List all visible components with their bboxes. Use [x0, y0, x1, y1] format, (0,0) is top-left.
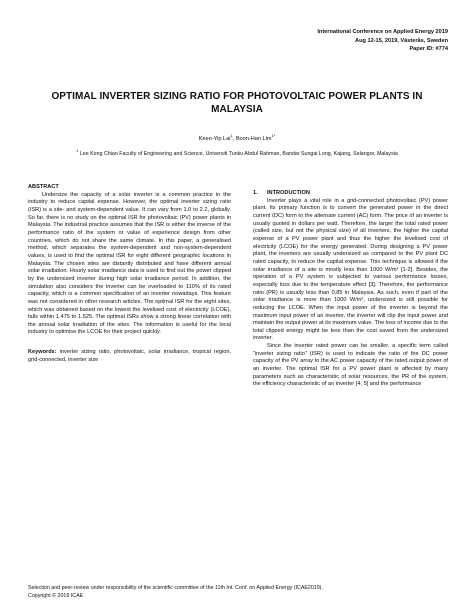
author-affiliation-mark: 1*: [271, 133, 276, 139]
conference-name: International Conference on Applied Energy 2019: [317, 29, 448, 35]
section-number: 1.: [253, 190, 258, 196]
introduction-paragraph: Since the inverter rated power can be smaller, a specific term called “inverter sizing ratio” (ISR) is used to indicate the ratio of the DC power capacity of the PV array to the AC power capacity of the rated output power of an inverter. The optimal ISR for a PV power plant is affected by many parameters such as characteristic of solar resources, the PR of the system, the efficiency characteristic of an inverter [4, 5] and the performance: [253, 343, 448, 388]
footer-review-note: Selection and peer-review under responsibility of the scientific committee of the 11th Int. Conf. on Applied Energy (ICAE2019).: [28, 585, 323, 591]
conference-header: [317, 28, 448, 54]
page-footer: [28, 585, 450, 600]
footer-copyright: Copyright © 2019 ICAE: [28, 592, 84, 599]
author-list: [20, 133, 454, 143]
keywords: [28, 349, 231, 364]
left-column: [28, 184, 231, 364]
author-name: Keen-Yip Lai: [198, 136, 231, 142]
affiliation-mark: 1: [76, 148, 79, 154]
conference-date-place: Aug 12-15, 2019, Västerås, Sweden: [355, 37, 448, 44]
author-name: Boon-Han Lim: [235, 136, 272, 142]
abstract-text: Undersize the capacity of a solar inverter is a common practice in the industry to reduce capital expense. However, the optimal inverter sizing ratio (ISR) is a site- and system-dependent value. It can vary from 1.0 to 2.2, globally. So far, there is no study on the optimal ISR for photovoltaic (PV) power plants in Malaysia. The industrial practice assumes that the ISR is either the inverse of the performance ratio of the system or value of experience design from other countries, which do not share the same climate. In this paper, a generalised method, which separates the system-dependent and non-system-dependent values, is used to find the optimal ISR for eight different geographic locations in Malaysia. The chosen sites are distantly distributed and have different annual solar irradiation. Hourly solar irradiance data is used to find out the power clipped by the undersized inverter during high solar irradiance period. In addition, the simulation also considers the inverter can be overloaded to 110% of its rated capacity, which is a common specification of an inverter nowadays. This feature was not considered in other research articles. The optimal ISR for the eight sites, which was obtained based on the lowest the levelised cost of electricity (LCOE), falls within 1.475 to 1.525. The optimal ISRs show a strong linear correlation with the annual solar irradiation of the sites. The information is useful for the local industry to optimise the LCOE for their project quickly.: [28, 191, 231, 336]
paper-title: [20, 90, 454, 116]
abstract-heading: ABSTRACT: [28, 184, 59, 190]
paper-title-line2: MALAYSIA: [211, 104, 263, 115]
affiliation-text: Lee Kong Chian Faculty of Engineering and Science, Universiti Tunku Abdul Rahman, Bandar Sungai Long, Kajang, Selangor, Malaysia: [78, 151, 398, 157]
introduction-heading: [253, 190, 448, 198]
section-title: INTRODUCTION: [267, 190, 310, 196]
paper-id: Paper ID: #774: [409, 46, 448, 53]
author-affiliation-mark: 1: [230, 133, 233, 139]
keywords-label: Keywords:: [28, 349, 57, 356]
affiliation: [60, 148, 414, 158]
paper-title-line1: OPTIMAL INVERTER SIZING RATIO FOR PHOTOVOLTAIC POWER PLANTS IN: [51, 91, 423, 102]
right-column: [253, 190, 448, 389]
author-separator: ,: [232, 136, 236, 142]
introduction-paragraph: Inverter plays a vital role in a grid-connected photovoltaic (PV) power plant. Its primary function is to convert the generated power in the direct current (DC) form to the alternate current (AC) form. The price of an inverter is usually quoted in dollars per watt. Therefore, the larger the total rated power (called size, but not the physical size) of all inverters, the higher the capital expense of a PV power plant and thus the higher the levelised cost of electricity (LCOE) for the energy generated. During designing a PV power plant, the inverters are usually undersized as compared to the PV plant DC rated capacity, to reduce the capital expense. This technique is allowed if the solar irradiance of a site is mostly less than 1000 W/m² [1-2]. Besides, the operation of a PV system is subjected to various performance losses, especially loss due to the temperature effect [3]. Therefore, the performance ratio (PR) is usually less than 0.85 in Malaysia. As such, even if part of the solar irradiance is more than 1000 W/m², undersized is still possible for reducing the LCOE. When the input power of the inverter is beyond the maximum input power of an inverter, the inverter will clip the input power and maintain the output power at its maximum value. The loss of income due to the total clipped energy might be less than the cost saved from the undersized inverter.: [253, 197, 448, 342]
keywords-text: inverter sizing ratio, photovoltaic, solar irradiance, tropical region, grid-connected, inverter size: [28, 349, 231, 363]
